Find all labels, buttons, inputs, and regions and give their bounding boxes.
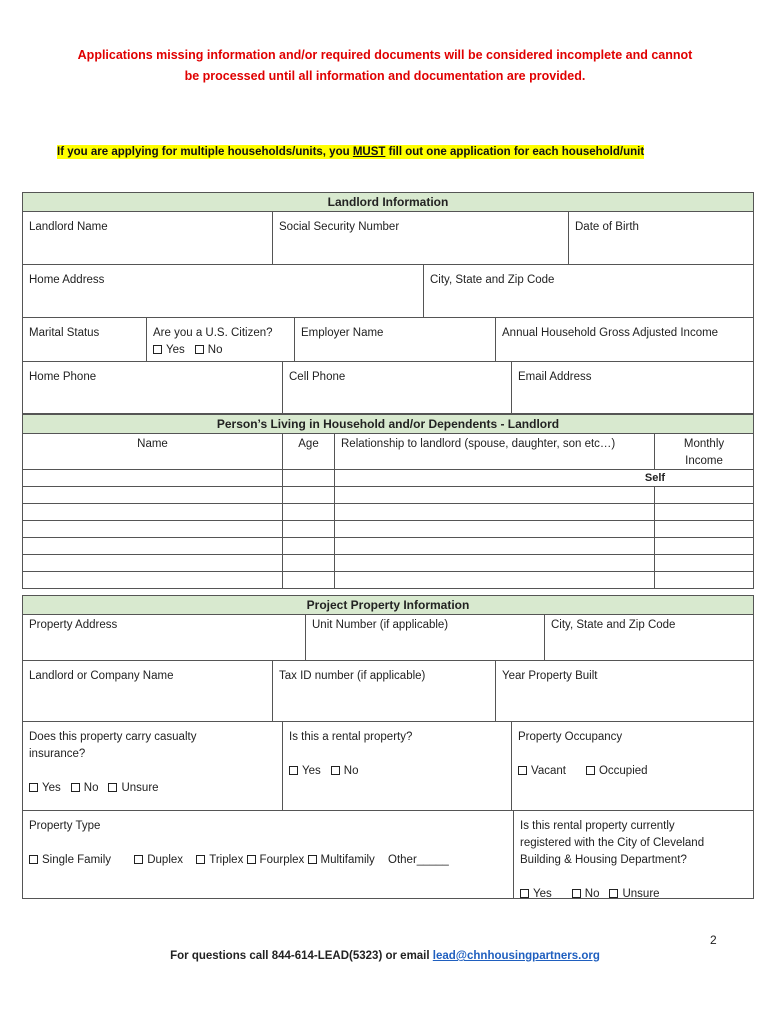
multifamily-checkbox[interactable] bbox=[308, 855, 317, 864]
citizen-field bbox=[147, 318, 295, 361]
household-age-cell[interactable] bbox=[283, 555, 335, 571]
household-relationship-cell[interactable] bbox=[335, 504, 655, 520]
casualty-label-2: insurance? bbox=[29, 748, 86, 760]
property-city-field[interactable] bbox=[545, 615, 753, 660]
property-address-field[interactable] bbox=[23, 615, 306, 660]
property-section bbox=[22, 595, 754, 899]
citizen-label: Are you a U.S. Citizen? bbox=[153, 327, 273, 339]
notice-post: fill out one application for each household/unit bbox=[385, 146, 645, 158]
employer-field[interactable] bbox=[295, 318, 496, 361]
household-age-cell[interactable] bbox=[283, 470, 335, 486]
col-income-line1: Monthly bbox=[683, 438, 725, 450]
casualty-unsure-checkbox[interactable] bbox=[108, 783, 117, 792]
other-label: Other_____ bbox=[388, 854, 449, 866]
footer-text: For questions call 844-614-LEAD(5323) or email bbox=[170, 950, 433, 962]
home-address-label: Home Address bbox=[29, 274, 105, 286]
single-family-label: Single Family bbox=[42, 854, 112, 866]
triplex-checkbox[interactable] bbox=[196, 855, 205, 864]
triplex-label: Triplex bbox=[209, 854, 244, 866]
unit-number-field[interactable] bbox=[306, 615, 545, 660]
company-name-field[interactable] bbox=[23, 661, 273, 721]
household-name-cell[interactable] bbox=[23, 504, 283, 520]
footer-contact bbox=[0, 950, 770, 962]
year-built-field[interactable] bbox=[496, 661, 753, 721]
single-family-checkbox[interactable] bbox=[29, 855, 38, 864]
landlord-section bbox=[22, 192, 754, 414]
landlord-name-field[interactable] bbox=[23, 212, 273, 264]
home-phone-label: Home Phone bbox=[29, 371, 97, 383]
ssn-label: Social Security Number bbox=[279, 221, 400, 233]
rental-field bbox=[283, 722, 512, 810]
household-name-cell[interactable] bbox=[23, 487, 283, 503]
company-name-label: Landlord or Company Name bbox=[29, 670, 174, 682]
casualty-yes-checkbox[interactable] bbox=[29, 783, 38, 792]
duplex-label: Duplex bbox=[147, 854, 184, 866]
col-income-header bbox=[655, 434, 753, 469]
household-income-cell[interactable] bbox=[655, 538, 753, 554]
property-address-label: Property Address bbox=[29, 619, 118, 631]
occupancy-label: Property Occupancy bbox=[518, 731, 623, 743]
rental-yes-label: Yes bbox=[302, 765, 321, 777]
incomplete-warning bbox=[40, 45, 730, 87]
home-address-field[interactable] bbox=[23, 265, 424, 317]
household-age-cell[interactable] bbox=[283, 487, 335, 503]
fourplex-label: Fourplex bbox=[259, 854, 305, 866]
casualty-unsure-label: Unsure bbox=[121, 782, 159, 794]
property-city-label: City, State and Zip Code bbox=[551, 619, 676, 631]
email-label: Email Address bbox=[518, 371, 592, 383]
vacant-label: Vacant bbox=[531, 765, 566, 777]
registered-no-checkbox[interactable] bbox=[572, 889, 581, 898]
household-age-cell[interactable] bbox=[283, 504, 335, 520]
citizen-no-label: No bbox=[207, 344, 223, 356]
household-age-cell[interactable] bbox=[283, 538, 335, 554]
registered-yes-label: Yes bbox=[533, 888, 552, 900]
fourplex-checkbox[interactable] bbox=[247, 855, 256, 864]
casualty-field bbox=[23, 722, 283, 810]
email-link[interactable]: lead@chnhousingpartners.org bbox=[432, 950, 600, 962]
duplex-checkbox[interactable] bbox=[134, 855, 143, 864]
multiple-units-notice bbox=[57, 146, 644, 158]
registered-unsure-checkbox[interactable] bbox=[609, 889, 618, 898]
registered-label-2: registered with the City of Cleveland bbox=[520, 837, 705, 849]
col-name-header: Name bbox=[23, 434, 283, 469]
cell-phone-label: Cell Phone bbox=[289, 371, 346, 383]
household-name-cell[interactable] bbox=[23, 538, 283, 554]
year-built-label: Year Property Built bbox=[502, 670, 598, 682]
employer-label: Employer Name bbox=[301, 327, 384, 339]
registered-label-1: Is this rental property currently bbox=[520, 820, 675, 832]
occupied-label: Occupied bbox=[598, 765, 648, 777]
property-header: Project Property Information bbox=[23, 596, 753, 615]
citizen-yes-checkbox[interactable] bbox=[153, 345, 162, 354]
property-type-field bbox=[23, 811, 514, 898]
household-name-cell[interactable] bbox=[23, 555, 283, 571]
unit-number-label: Unit Number (if applicable) bbox=[312, 619, 449, 631]
rental-no-checkbox[interactable] bbox=[331, 766, 340, 775]
household-income-cell[interactable] bbox=[655, 487, 753, 503]
household-header: Person’s Living in Household and/or Dependents - Landlord bbox=[23, 415, 753, 434]
notice-must: MUST bbox=[352, 146, 386, 158]
casualty-label-1: Does this property carry casualty bbox=[29, 731, 197, 743]
household-name-cell[interactable] bbox=[23, 572, 283, 588]
household-income-cell[interactable] bbox=[655, 555, 753, 571]
self-label: Self bbox=[644, 472, 666, 484]
landlord-city-field[interactable] bbox=[424, 265, 753, 317]
household-income-cell[interactable] bbox=[655, 504, 753, 520]
household-age-cell[interactable] bbox=[283, 572, 335, 588]
citizen-yes-label: Yes bbox=[166, 344, 185, 356]
occupied-checkbox[interactable] bbox=[586, 766, 595, 775]
registered-no-label: No bbox=[584, 888, 600, 900]
col-income-line2: Income bbox=[685, 455, 723, 467]
landlord-name-label: Landlord Name bbox=[29, 221, 108, 233]
household-relationship-cell[interactable] bbox=[335, 538, 655, 554]
citizen-no-checkbox[interactable] bbox=[195, 345, 204, 354]
marital-label: Marital Status bbox=[29, 327, 100, 339]
landlord-header: Landlord Information bbox=[23, 193, 753, 212]
col-age-header: Age bbox=[283, 434, 335, 469]
warning-line-1: Applications missing information and/or required documents will be considered incomplete and cannot bbox=[77, 48, 693, 62]
occupancy-field bbox=[512, 722, 753, 810]
tax-id-label: Tax ID number (if applicable) bbox=[279, 670, 426, 682]
vacant-checkbox[interactable] bbox=[518, 766, 527, 775]
registered-label-3: Building & Housing Department? bbox=[520, 854, 687, 866]
household-relationship-cell[interactable] bbox=[335, 555, 655, 571]
household-name-cell[interactable] bbox=[23, 470, 283, 486]
income-field[interactable] bbox=[496, 318, 753, 361]
tax-id-field[interactable] bbox=[273, 661, 496, 721]
home-phone-field[interactable] bbox=[23, 362, 283, 413]
household-name-cell[interactable] bbox=[23, 521, 283, 537]
page-number: 2 bbox=[710, 933, 717, 947]
casualty-no-checkbox[interactable] bbox=[71, 783, 80, 792]
rental-label: Is this a rental property? bbox=[289, 731, 413, 743]
dob-field[interactable] bbox=[569, 212, 753, 264]
casualty-yes-label: Yes bbox=[42, 782, 61, 794]
marital-status-field[interactable] bbox=[23, 318, 147, 361]
household-income-cell[interactable] bbox=[655, 470, 753, 486]
email-field[interactable] bbox=[512, 362, 753, 413]
cell-phone-field[interactable] bbox=[283, 362, 512, 413]
registered-yes-checkbox[interactable] bbox=[520, 889, 529, 898]
income-label: Annual Household Gross Adjusted Income bbox=[502, 327, 719, 339]
ssn-field[interactable] bbox=[273, 212, 569, 264]
col-relationship-header: Relationship to landlord (spouse, daughter, son etc…) bbox=[335, 434, 655, 469]
casualty-no-label: No bbox=[83, 782, 99, 794]
household-relationship-cell[interactable] bbox=[335, 521, 655, 537]
property-type-label: Property Type bbox=[29, 820, 101, 832]
household-section bbox=[22, 414, 754, 589]
household-income-cell[interactable] bbox=[655, 572, 753, 588]
rental-yes-checkbox[interactable] bbox=[289, 766, 298, 775]
registered-field bbox=[514, 811, 753, 898]
rental-no-label: No bbox=[343, 765, 359, 777]
registered-unsure-label: Unsure bbox=[622, 888, 660, 900]
landlord-city-label: City, State and Zip Code bbox=[430, 274, 555, 286]
household-age-cell[interactable] bbox=[283, 521, 335, 537]
notice-pre: If you are applying for multiple households/units, you bbox=[57, 146, 353, 158]
dob-label: Date of Birth bbox=[575, 221, 639, 233]
multifamily-label: Multifamily bbox=[320, 854, 375, 866]
warning-line-2: be processed until all information and documentation are provided. bbox=[184, 69, 586, 83]
household-relationship-cell[interactable] bbox=[335, 572, 655, 588]
household-income-cell[interactable] bbox=[655, 521, 753, 537]
household-relationship-cell[interactable] bbox=[335, 487, 655, 503]
